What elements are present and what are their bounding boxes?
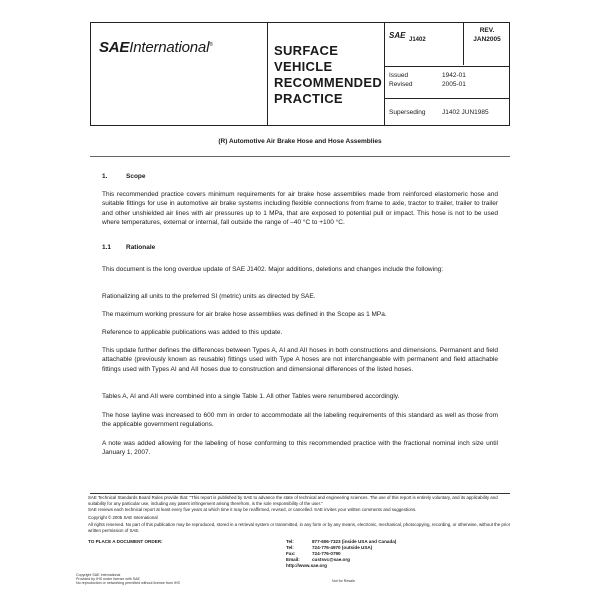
footer-rights: All rights reserved. No part of this publication may be reproduced, stored in a retrieval system or transmitted, in any form or by any means, electronic, mechanical, photocopying, recording, or otherwise, without the prior written permission of SAE. (88, 522, 511, 533)
tel-secondary: 724-776-4970 (outside USA) (312, 545, 373, 550)
revised-label: Revised (389, 81, 413, 88)
not-for-resale: Not for Resale (332, 579, 355, 583)
document-type (274, 43, 382, 107)
footer-copyright: Copyright © 2005 SAE International (88, 515, 158, 520)
header-divider (463, 23, 464, 65)
sae-small-logo: SAE (389, 31, 406, 40)
body-paragraph: This update further defines the differences between Types A, AI and AII hoses in both constructions and dimensions. Permanent and field attachable (previously known as reusable) fittings used with Type A hoses are not interchangeable with permanent and field attachable fittings used with Types AI and AII hoses due to construction and dimensional differences of the listed hoses. (102, 347, 498, 373)
ihs-stamp-line: Copyright SAE International (76, 573, 121, 577)
body-paragraph: The hose layline was increased to 600 mm in order to accommodate all the labeling requirements of this standard as well as those from the applicable government regulations. (102, 412, 498, 429)
doc-type-line: VEHICLE (274, 59, 333, 74)
doc-type-line: PRACTICE (274, 91, 343, 106)
body-paragraph: The maximum working pressure for air brake hose assemblies was defined in the Scope as 1 MPa. (102, 311, 387, 318)
header-rule (384, 66, 510, 67)
issued-label: Issued (389, 72, 409, 79)
body-paragraph: A note was added allowing for the labeling of hose conforming to this recommended practice with the fractional nominal inch size until January 1, 2007. (102, 440, 498, 457)
doc-type-line: SURFACE (274, 43, 339, 58)
logo-registered-mark: ® (209, 42, 213, 48)
subsection-number: 1.1 (102, 244, 112, 251)
body-paragraph: Tables A, AI and AII were combined into a single Table 1. All other Tables were renumbered accordingly. (102, 393, 400, 400)
sae-international-logo (99, 39, 213, 56)
ihs-stamp-line: Provided by IHS under license with SAE (76, 577, 140, 581)
logo-sae: SAE (99, 39, 130, 56)
email-label: Email: (286, 557, 300, 562)
fax-number: 724-776-0790 (312, 551, 341, 556)
ihs-stamp-line: No reproduction or networking permitted without license from IHS (76, 581, 180, 585)
document-header (90, 22, 510, 126)
rev-date: JAN2005 (473, 36, 501, 43)
title-separator (90, 156, 510, 157)
footer-policy: SAE Technical Standards Board Rules provide that: "This report is published by SAE to advance the state of technical and engineering sciences. The use of this report is entirely voluntary, and its applicability and suitability for any particular use, including any patent infringement arising therefrom, is the sole responsibility of the user." (88, 495, 498, 506)
order-label: TO PLACE A DOCUMENT ORDER: (88, 539, 163, 544)
tel-label: Tel: (286, 539, 294, 544)
superseding-label: Superseding (389, 109, 426, 116)
revision-box (465, 26, 509, 44)
tel2-label: Tel: (286, 545, 294, 550)
website-link[interactable]: http://www.sae.org (286, 563, 327, 568)
logo-international: International (129, 39, 210, 56)
rev-label: REV. (479, 27, 495, 34)
tel-primary: 877-606-7323 (inside USA and Canada) (312, 539, 397, 544)
superseding-value: J1402 JUN1985 (442, 109, 489, 116)
fax-label: Fax: (286, 551, 296, 556)
body-paragraph: Reference to applicable publications was added to this update. (102, 329, 283, 336)
footer-review: SAE reviews each technical report at least every five years at which time it may be reaffirmed, revised, or cancelled. SAE invites your written comments and suggestions. (88, 507, 417, 512)
document-number: J1402 (409, 37, 426, 43)
document-page (76, 22, 511, 585)
section-number: 1. (102, 173, 108, 180)
scope-paragraph: This recommended practice covers minimum requirements for air brake hose assemblies made from reinforced elastomeric hose and suitable fittings for use in automotive air brake systems including flexible connections from frame to axle, tractor to trailer, trailer to trailer and other unshielded air lines with air pressures up to 1 MPa, that are exposed to potential pull or impact. This hose is not to be used where temperatures, external or internal, fall outside the range of –40 °C to +100 °C. (102, 191, 498, 226)
doc-type-line: RECOMMENDED (274, 75, 383, 90)
body-paragraph: Rationalizing all units to the preferred SI (metric) units as directed by SAE. (102, 293, 316, 300)
email-address[interactable]: custsvc@sae.org (312, 557, 350, 562)
header-divider (384, 23, 385, 125)
body-paragraph: This document is the long overdue update of SAE J1402. Major additions, deletions and changes include the following: (102, 266, 444, 273)
section-heading-scope: Scope (126, 173, 146, 180)
header-divider (267, 23, 268, 125)
issued-value: 1942-01 (442, 72, 466, 79)
header-rule (384, 98, 510, 99)
subsection-heading-rationale: Rationale (126, 244, 156, 251)
revised-value: 2005-01 (442, 81, 466, 88)
document-title: (R) Automotive Air Brake Hose and Hose Assemblies (218, 138, 382, 145)
footer-separator (90, 493, 510, 494)
